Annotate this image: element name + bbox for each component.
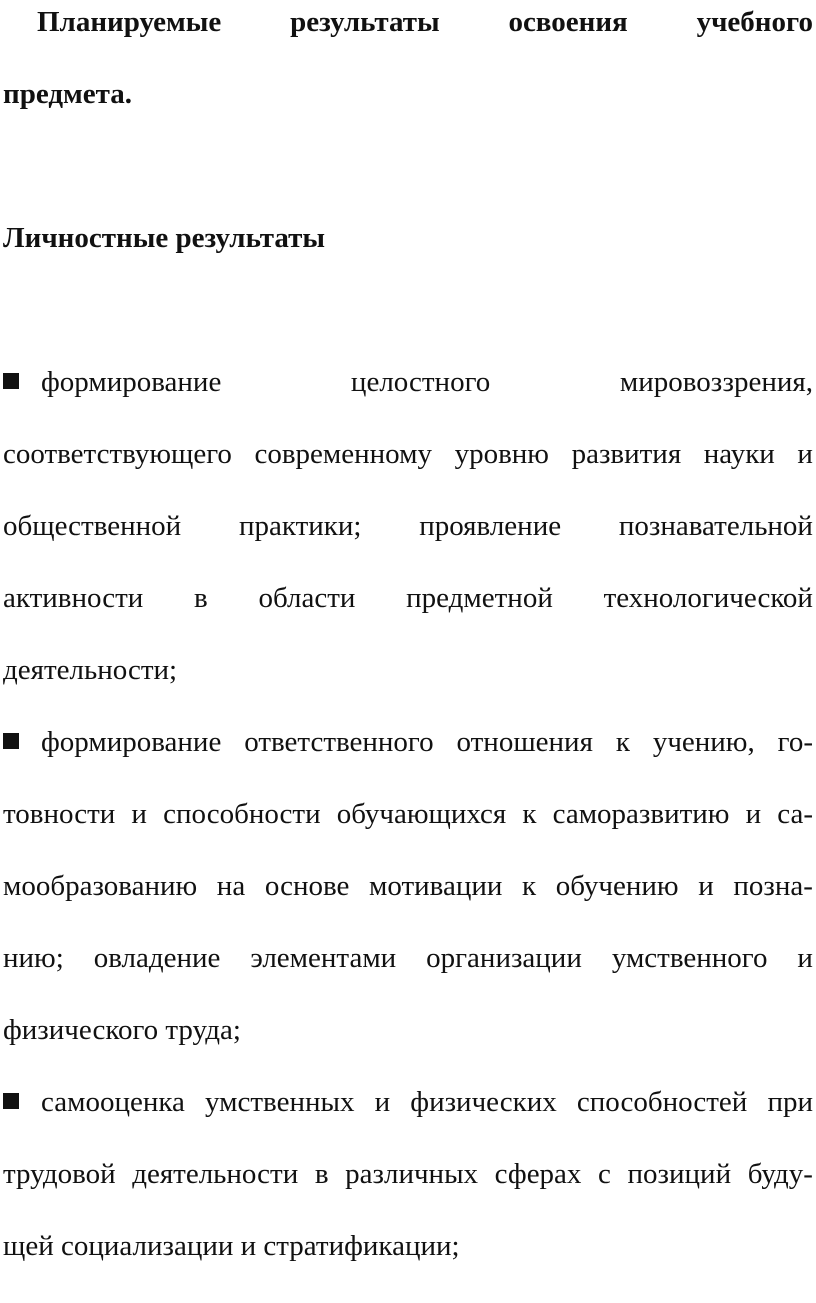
item-line [3,362,813,402]
word: науки [703,438,775,470]
item-line [3,1082,813,1122]
word: способности [163,798,321,830]
word: и [797,942,813,974]
word: ответственного [244,726,434,758]
word: общественной [3,510,182,542]
word: к [615,726,630,758]
word: буду- [747,1158,813,1190]
word: нию; [3,942,64,974]
word: и [374,1086,391,1118]
item-line: деятельности; [3,654,178,686]
word: обучающихся [336,798,507,830]
word: способностей [576,1086,748,1118]
word: к [522,870,537,902]
word: современному [254,438,432,470]
word: формирование [41,366,222,398]
word: проявление [419,510,562,542]
word: трудовой [3,1158,116,1190]
heading-title-line-2: предмета. [3,78,132,110]
word: сферах [494,1158,582,1190]
word: соответствующего [3,438,232,470]
word: в [314,1158,329,1190]
word: активности [3,582,144,614]
word: самооценка [41,1086,185,1118]
word: са- [777,798,813,830]
square-bullet-icon [3,1093,19,1109]
word: го- [777,726,813,758]
bullet-first-word [3,1082,185,1122]
heading-word: Планируемые [37,6,222,38]
word: основе [264,870,350,902]
word: формирование [41,726,222,758]
word: в [194,582,208,614]
word: и [745,798,762,830]
square-bullet-icon [3,373,19,389]
word: познавательной [618,510,813,542]
word: саморазвитию [552,798,730,830]
word: развития [571,438,682,470]
word: позиций [627,1158,732,1190]
heading-title-line-1 [37,2,813,42]
item-line [3,1154,813,1194]
item-line [3,866,813,906]
word: и [797,438,813,470]
item-line: физического труда; [3,1014,241,1046]
word: и [131,798,147,830]
word: к [522,798,537,830]
item-line [3,794,813,834]
heading-word: освоения [508,6,628,38]
word: и [698,870,714,902]
section-title: Личностные результаты [3,222,326,254]
word: учению, [652,726,755,758]
word: предметной [406,582,553,614]
item-line: щей социализации и стратификации; [3,1230,460,1262]
square-bullet-icon [3,733,19,749]
word: организации [426,942,582,974]
word: обучению [555,870,679,902]
word: умственных [205,1086,355,1118]
word: уровню [454,438,549,470]
word: технологической [603,582,813,614]
word: позна- [733,870,813,902]
word: с [598,1158,611,1190]
word: деятельности [132,1158,299,1190]
word: мотивации [369,870,503,902]
word: различных [345,1158,479,1190]
heading-word: учебного [696,6,813,38]
word: мообразованию [3,870,198,902]
word: умственного [611,942,768,974]
word: практики; [238,510,362,542]
heading-word: результаты [290,6,440,38]
bullet-first-word [3,722,221,762]
item-line [3,938,813,978]
bullet-first-word [3,362,221,402]
item-line [3,578,813,618]
word: на [216,870,246,902]
item-line [3,722,813,762]
word: при [767,1086,813,1118]
word: элементами [250,942,397,974]
word: отношения [456,726,593,758]
word: целостного [350,366,491,398]
word: товности [3,798,116,830]
item-line [3,506,813,546]
item-line [3,434,813,474]
word: области [258,582,356,614]
word: овладение [93,942,221,974]
word: мировоззрения, [619,366,813,398]
word: физических [410,1086,557,1118]
